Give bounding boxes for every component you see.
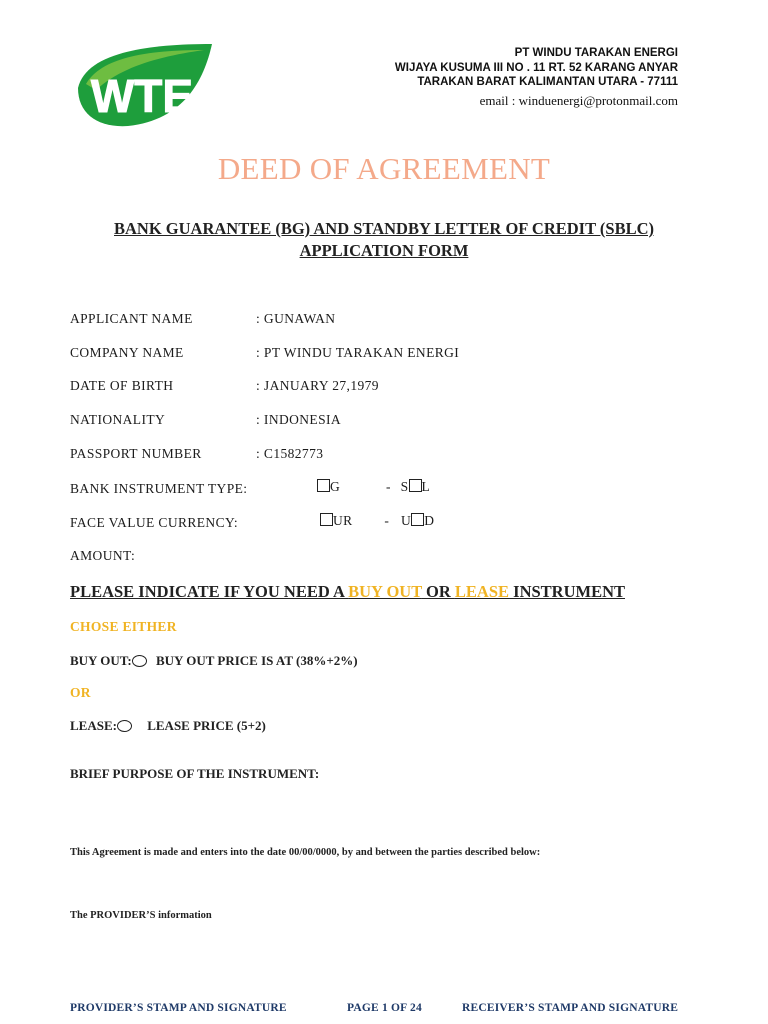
page-number: PAGE 1 OF 24	[347, 1002, 422, 1014]
lease-price: LEASE PRICE (5+2)	[147, 718, 266, 733]
company-logo	[72, 40, 222, 130]
field-value: : GUNAWAN	[256, 311, 336, 326]
company-address	[395, 46, 678, 90]
field-value: : JANUARY 27,1979	[256, 378, 379, 393]
option-sblc-suffix: L	[421, 479, 431, 494]
field-value: : INDONESIA	[256, 412, 342, 427]
provider-signature-label: PROVIDER’S STAMP AND SIGNATURE	[70, 1002, 287, 1014]
currency-options	[320, 513, 434, 529]
field-value: : C1582773	[256, 446, 324, 461]
company-name: PT WINDU TARAKAN ENERGI	[514, 47, 678, 59]
radio-lease[interactable]	[117, 720, 132, 732]
checkbox-usd[interactable]	[411, 513, 424, 526]
field-amount-label: AMOUNT:	[70, 548, 136, 563]
field-label: COMPANY NAME	[70, 345, 184, 360]
provider-info-heading: The PROVIDER’S information	[70, 910, 212, 921]
company-city: TARAKAN BARAT KALIMANTAN UTARA - 77111	[417, 76, 678, 88]
logo-text: WTE	[90, 70, 194, 122]
field-date-of-birth	[70, 378, 379, 394]
buy-out-option	[70, 653, 358, 669]
field-company-name	[70, 345, 459, 361]
buy-out-price: BUY OUT PRICE IS AT (38%+2%)	[156, 653, 358, 668]
heading-text: INSTRUMENT	[509, 582, 626, 601]
option-eur-label: UR	[333, 513, 353, 528]
chose-either-label: CHOSE EITHER	[70, 619, 177, 634]
brief-purpose-label: BRIEF PURPOSE OF THE INSTRUMENT:	[70, 766, 320, 781]
instrument-type-options	[317, 479, 430, 495]
field-currency-label: FACE VALUE CURRENCY:	[70, 515, 239, 530]
field-value: : PT WINDU TARAKAN ENERGI	[256, 345, 460, 360]
lease-option	[70, 718, 266, 734]
option-separator: -	[385, 479, 391, 494]
checkbox-bg[interactable]	[317, 479, 330, 492]
field-label: DATE OF BIRTH	[70, 378, 174, 393]
field-passport-number	[70, 446, 323, 462]
heading-text: OR	[421, 582, 455, 601]
option-usd-prefix: U	[401, 513, 412, 528]
lease-word: LEASE	[454, 582, 510, 601]
heading-text: PLEASE INDICATE IF YOU NEED A	[70, 582, 349, 601]
company-email: email : winduenergi@protonmail.com	[479, 93, 678, 108]
option-usd-suffix: D	[424, 513, 435, 528]
receiver-signature-label: RECEIVER’S STAMP AND SIGNATURE	[462, 1002, 679, 1014]
instrument-choice-heading	[70, 582, 625, 602]
field-instrument-type-label: BANK INSTRUMENT TYPE:	[70, 481, 248, 496]
subtitle-line-1: BANK GUARANTEE (BG) AND STANDBY LETTER OF CREDIT (SBLC)	[114, 219, 654, 238]
buy-out-word: BUY OUT	[348, 582, 422, 601]
field-nationality	[70, 412, 341, 428]
checkbox-sblc[interactable]	[409, 479, 422, 492]
buy-out-label: BUY OUT:	[70, 653, 132, 668]
field-label: APPLICANT NAME	[70, 311, 193, 326]
agreement-statement: This Agreement is made and enters into the date 00/00/0000, by and between the parties described below:	[70, 847, 541, 858]
subtitle-line-2: APPLICATION FORM	[299, 241, 469, 260]
document-title: DEED OF AGREEMENT	[217, 151, 551, 186]
checkbox-eur[interactable]	[320, 513, 333, 526]
option-sblc-prefix: S	[400, 479, 409, 494]
company-street: WIJAYA KUSUMA III NO . 11 RT. 52 KARANG ANYAR	[394, 61, 678, 74]
field-applicant-name	[70, 311, 335, 327]
lease-label: LEASE:	[70, 718, 117, 733]
or-label: OR	[70, 685, 91, 700]
field-label: PASSPORT NUMBER	[70, 446, 202, 461]
option-bg-label: G	[330, 479, 341, 494]
field-label: NATIONALITY	[70, 412, 166, 427]
option-separator: -	[384, 513, 390, 528]
radio-buy-out[interactable]	[132, 655, 147, 667]
